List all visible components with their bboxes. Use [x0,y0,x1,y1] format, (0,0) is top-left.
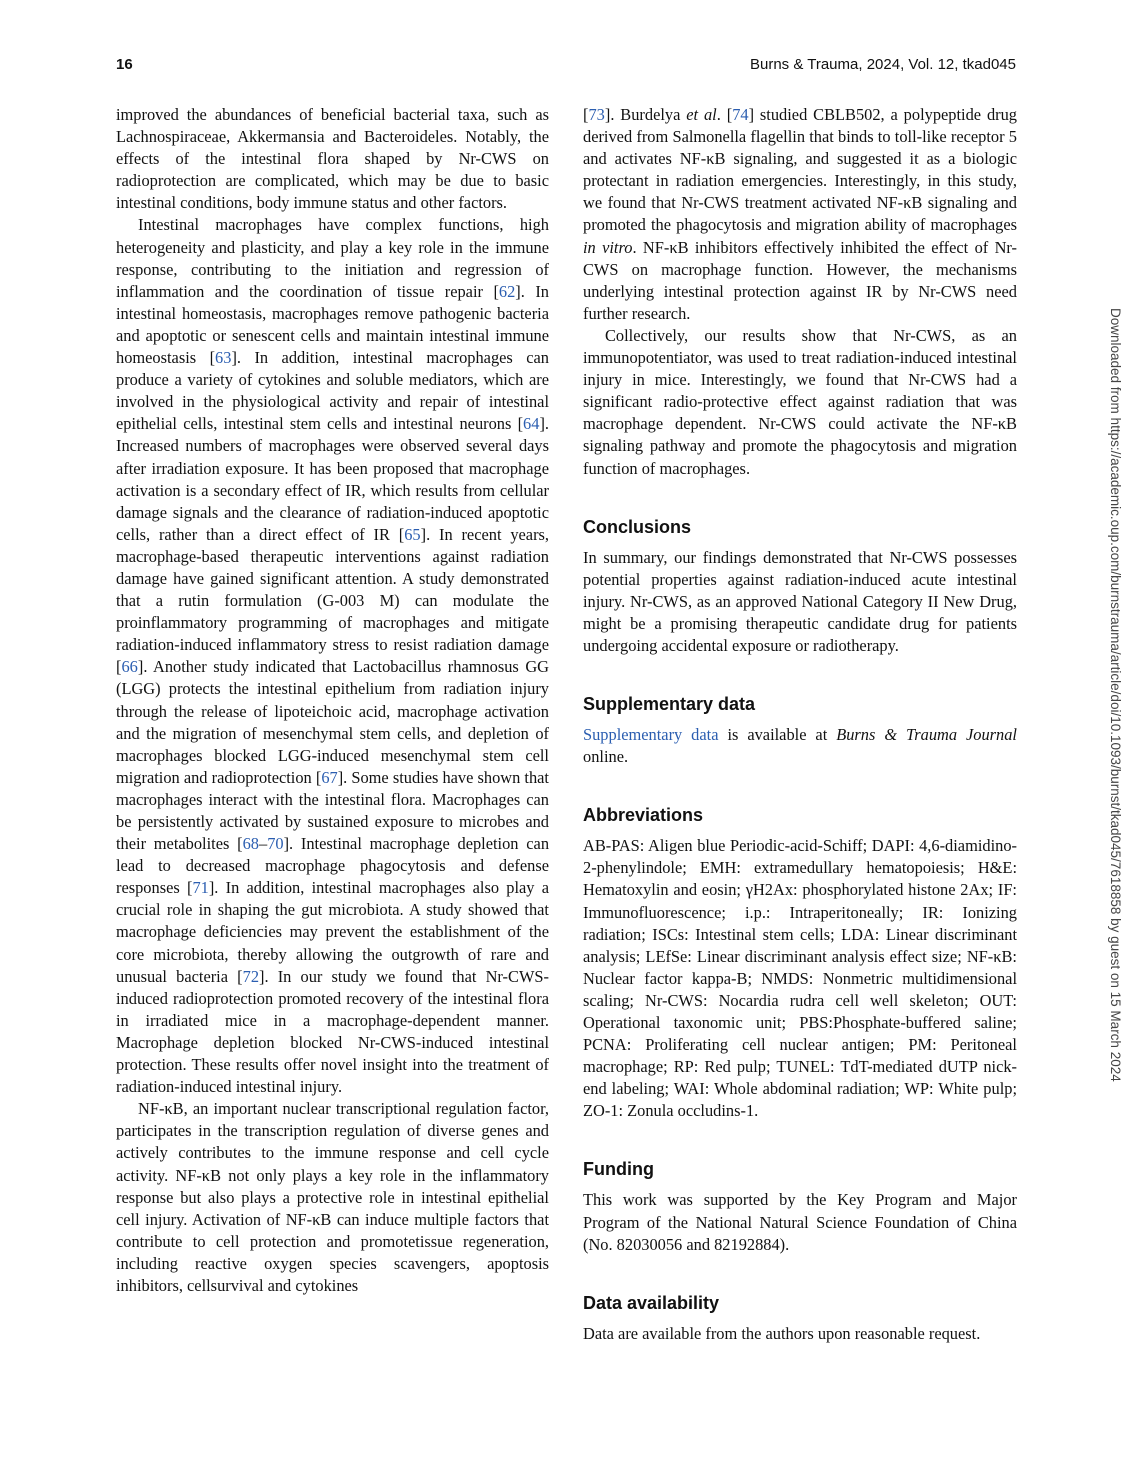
ref-link[interactable]: 65 [404,524,421,544]
paragraph: improved the abundances of beneficial bacterial taxa, such as Lachnospiraceae, Akkermansia and Bacteroideles. Notably, the effects of the intestinal flora shaped by Nr-CWS on radioprotection are complicated, which may be due to basic intestinal conditions, body immune status and other factors. [116,105,549,213]
paragraph-nfkb: NF-κB, an important nuclear transcriptional regulation factor, participates in the transcription regulation of diverse genes and actively contributes to the immune response and cell cycle activity. NF-κB not only plays a key role in the inflammatory response but also plays a protective role in intestinal epithelial cell injury. Activation of NF-κB can induce multiple factors that contribute to cell protection and promotetissue regeneration, including reactive oxygen species scavengers, apoptosis inhibitors, cellsurvival and cytokines [116,1099,549,1295]
paragraph-collectively: Collectively, our results show that Nr-CWS, as an immunopotentiator, was used to treat radiation-induced intestinal injury in mice. Interestingly, we found that Nr-CWS had a significant radio-protective effect against radiation that was macrophage dependent. Nr-CWS could activate the NF-κB signaling pathway and promote the phagocytosis and migration function of macrophages. [583,325,1017,478]
ref-link[interactable]: 70 [267,834,284,854]
ref-link[interactable]: 62 [498,281,516,301]
section-heading-supplementary: Supplementary data [583,694,756,715]
section-heading-funding: Funding [583,1159,654,1180]
ref-link[interactable]: 71 [192,878,209,898]
section-heading-abbreviations: Abbreviations [583,805,704,826]
data-availability-text: Data are available from the authors upon reasonable request. [583,1323,981,1343]
supplementary-data-link[interactable]: Supplementary data [583,725,719,745]
conclusions-text: In summary, our findings demonstrated that Nr-CWS possesses potential properties against radiation-induced acute intestinal injury. Nr-CWS, as an approved National Category II New Drug, might be a promising therapeutic candidate drug for patients undergoing accidental exposure or radiotherapy. [583,547,1017,655]
abbreviations-text: AB-PAS: Aligen blue Periodic-acid-Schiff; DAPI: 4,6-diamidino-2-phenylindole; EMH: extramedullary hematopoiesis; H&E: Hematoxylin and eosin; γH2Ax: phosphorylated histone 2Ax; IF: Immunofluorescence; i.p.: Intraperitoneally; IR: Ionizing radiation; ISCs: Intestinal stem cells; LDA: Linear discriminant analysis; LEfSe: Linear discriminant analysis effect size; NF-κB: Nuclear factor kappa-B; NMDS: Nonmetric multidimensional scaling; Nr-CWS: Nocardia rudra cell well skeleton; OUT: Operational taxonomic unit; PBS:Phosphate-buffered saline; PCNA: Proliferating cell nuclear antigen; PM: Peritoneal macrophage; RP: Red pulp; TUNEL: TdT-mediated dUTP nick-end labeling; WAI: Whole abdominal radiation; WP: White pulp; ZO-1: Zonula occludins-1. [583,836,1017,1121]
right-column [583,104,1017,1345]
section-heading-conclusions: Conclusions [583,516,692,537]
page-number: 16 [116,56,133,73]
ref-link[interactable]: 72 [242,966,260,986]
paragraph-continued: [73]. Burdelya et al. [74] studied CBLB502, a polypeptide drug derived from Salmonella flagellin that binds to toll-like receptor 5 and activates NF-κB signaling, and suggested it as a biologic protectant in radiation emergencies. Interestingly, in this study, we found that Nr-CWS treatment activated NF-κB signaling and promoted the phagocytosis and migration ability of macrophages in vitro. NF-κB inhibitors effectively inhibited the effect of Nr-CWS on macrophage function. However, the mechanisms underlying intestinal protection against IR by Nr-CWS need further research. [583,105,1017,323]
ref-link[interactable]: 73 [588,105,605,124]
ref-link[interactable]: 64 [523,414,540,434]
journal-citation: Burns & Trauma, 2024, Vol. 12, tkad045 [749,56,1016,73]
ref-link[interactable]: 74 [732,105,749,124]
ref-link[interactable]: 66 [121,657,138,677]
ref-link[interactable]: 67 [321,767,338,787]
section-heading-data-availability: Data availability [583,1292,720,1313]
left-column [116,104,549,1297]
ref-link[interactable]: 63 [215,348,232,368]
funding-text: This work was supported by the Key Program and Major Program of the National Natural Science Foundation of China (No. 82030056 and 82192884). [583,1190,1017,1254]
paragraph-macrophages: Intestinal macrophages have complex functions, high heterogeneity and plasticity, and play a key role in the immune response, contributing to the initiation and regression of inflammation and the coordination of tissue repair [62]. In intestinal homeostasis, macrophages remove pathogenic bacteria and apoptotic or senescent cells and maintain intestinal immune homeostasis [63]. In addition, intestinal macrophages can produce a variety of cytokines and soluble mediators, which are involved in the physiological activity and repair of intestinal epithelial cells, intestinal stem cells and intestinal neurons [64]. Increased numbers of macrophages were observed several days after irradiation exposure. It has been proposed that macrophage activation is a secondary effect of IR, which results from cellular damage signals and the clearance of radiation-induced apoptotic cells, rather than a direct effect of IR [65]. In recent years, macrophage-based therapeutic interventions against radiation damage have gained significant attention. A study demonstrated that a rutin formulation (G-003 M) can modulate the proinflammatory programming of macrophages and mitigate radiation-induced inflammatory stress to resist radiation damage [66]. Another study indicated that Lactobacillus rhamnosus GG (LGG) protects the intestinal epithelium from radiation injury through the release of lipoteichoic acid, macrophage activation and the migration of mesenchymal stem cells, and depletion of macrophages blocked LGG-induced mesenchymal stem cell migration and radioprotection [67]. Some studies have shown that macrophages interact with the intestinal flora. Macrophages can be persistently activated by sustained exposure to microbes and their metabolites [68–70]. Intestinal macrophage depletion can lead to decreased macrophage phagocytosis and defense responses [71]. In addition, intestinal macrophages also play a crucial role in shaping the gut microbiota. A study showed that macrophage deficiencies may prevent the establishment of the core microbiota, thereby allowing the outgrowth of rare and unusual bacteria [72]. In our study we found that Nr-CWS-induced radioprotection promoted recovery of the intestinal flora in irradiated mice in a macrophage-dependent manner. Macrophage depletion blocked Nr-CWS-induced intestinal protection. These results offer novel insight into the treatment of radiation-induced intestinal injury. [116,215,550,1097]
ref-link[interactable]: 68 [242,834,259,854]
download-watermark: Downloaded from https://academic.oup.com/burnstrauma/article/doi/10.1093/burnst/tkad045/7618858 by guest on 15 March 2024 [1108,308,1123,1082]
supplementary-text: Supplementary data is available at Burns & Trauma Journal online. [583,725,1017,767]
